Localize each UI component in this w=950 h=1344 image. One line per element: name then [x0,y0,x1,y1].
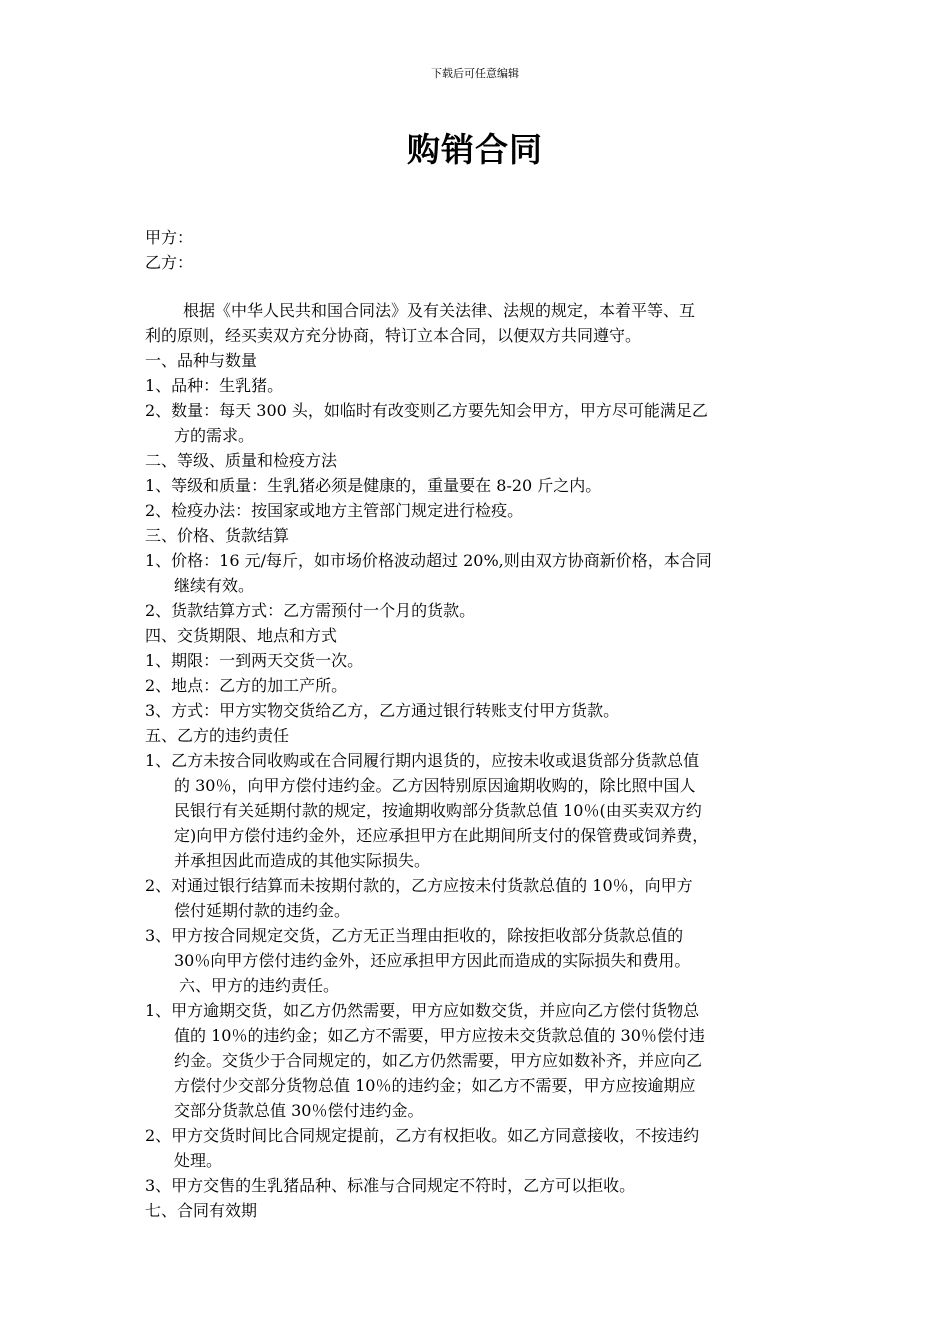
clause-line: 继续有效。 [174,576,255,595]
clause [145,748,817,873]
intro-line: 利的原则，经买卖双方充分协商，特订立本合同，以便双方共同遵守。 [145,326,642,345]
clause-line: 2、甲方交货时间比合同规定提前，乙方有权拒收。如乙方同意接收，不按违约 [145,1126,700,1145]
clause-line: 方偿付少交部分货物总值 10％的违约金；如乙方不需要，甲方应按逾期应 [174,1076,696,1095]
parties-block [145,225,193,275]
clause: 2、货款结算方式：乙方需预付一个月的货款。 [145,601,476,620]
clause [145,923,817,973]
clause: 2、检疫办法：按国家或地方主管部门规定进行检疫。 [145,501,524,520]
section-heading: 二、等级、质量和检疫方法 [145,451,338,470]
party-a-label: 甲方： [145,228,194,247]
clause [145,398,817,448]
section-heading: 一、品种与数量 [145,351,258,370]
page-title: 购销合同 [407,130,543,169]
clause-line: 处理。 [174,1151,223,1170]
section-heading: 五、乙方的违约责任 [145,726,290,745]
clause-line: 30％向甲方偿付违约金外，还应承担甲方因此而造成的实际损失和费用。 [174,951,691,970]
clause-line: 1、价格：16 元/每斤，如市场价格波动超过 20%,则由双方协商新价格，本合同 [145,551,712,570]
clause-line: 2、数量：每天 300 头，如临时有改变则乙方要先知会甲方，甲方尽可能满足乙 [145,401,708,420]
contract-body [145,298,817,1223]
party-b-label: 乙方： [145,253,194,272]
clause: 3、方式：甲方实物交货给乙方，乙方通过银行转账支付甲方货款。 [145,701,620,720]
clause-line: 定)向甲方偿付违约金外，还应承担甲方在此期间所支付的保管费或饲养费， [174,826,709,845]
intro-paragraph [145,298,817,348]
clause: 1、品种：生乳猪。 [145,376,284,395]
header-note: 下载后可任意编辑 [431,67,519,80]
clause-line: 3、甲方按合同规定交货，乙方无正当理由拒收的，除按拒收部分货款总值的 [145,926,684,945]
clause-line: 交部分货款总值 30％偿付违约金。 [174,1101,424,1120]
clause-line: 1、乙方未按合同收购或在合同履行期内退货的，应按未收或退货部分货款总值 [145,751,700,770]
clause [145,548,817,598]
clause-line: 的 30％，向甲方偿付违约金。乙方因特别原因逾期收购的，除比照中国人 [174,776,696,795]
clause-line: 约金。交货少于合同规定的，如乙方仍然需要，甲方应如数补齐，并应向乙 [174,1051,703,1070]
clause-line: 值的 10％的违约金；如乙方不需要，甲方应按未交货款总值的 30％偿付违 [174,1026,705,1045]
clause [145,1123,817,1173]
clause-line: 偿付延期付款的违约金。 [174,901,351,920]
clause: 3、甲方交售的生乳猪品种、标准与合同规定不符时，乙方可以拒收。 [145,1176,636,1195]
intro-line: 根据《中华人民共和国合同法》及有关法律、法规的规定，本着平等、互 [183,301,696,320]
section-heading: 三、价格、货款结算 [145,526,290,545]
clause-line: 并承担因此而造成的其他实际损失。 [174,851,431,870]
section-heading: 六、甲方的违约责任。 [179,976,340,995]
section-heading: 四、交货期限、地点和方式 [145,626,338,645]
clause: 1、等级和质量：生乳猪必须是健康的，重量要在 8-20 斤之内。 [145,476,602,495]
clause-line: 1、甲方逾期交货，如乙方仍然需要，甲方应如数交货，并应向乙方偿付货物总 [145,1001,700,1020]
clause-line: 民银行有关延期付款的规定，按逾期收购部分货款总值 10％(由买卖双方约 [174,801,702,820]
clause-line: 方的需求。 [174,426,255,445]
section-heading: 七、合同有效期 [145,1201,258,1220]
clause [145,873,817,923]
clause: 2、地点：乙方的加工产所。 [145,676,348,695]
clause: 1、期限：一到两天交货一次。 [145,651,364,670]
clause [145,998,817,1123]
clause-line: 2、对通过银行结算而未按期付款的，乙方应按未付货款总值的 10％，向甲方 [145,876,693,895]
